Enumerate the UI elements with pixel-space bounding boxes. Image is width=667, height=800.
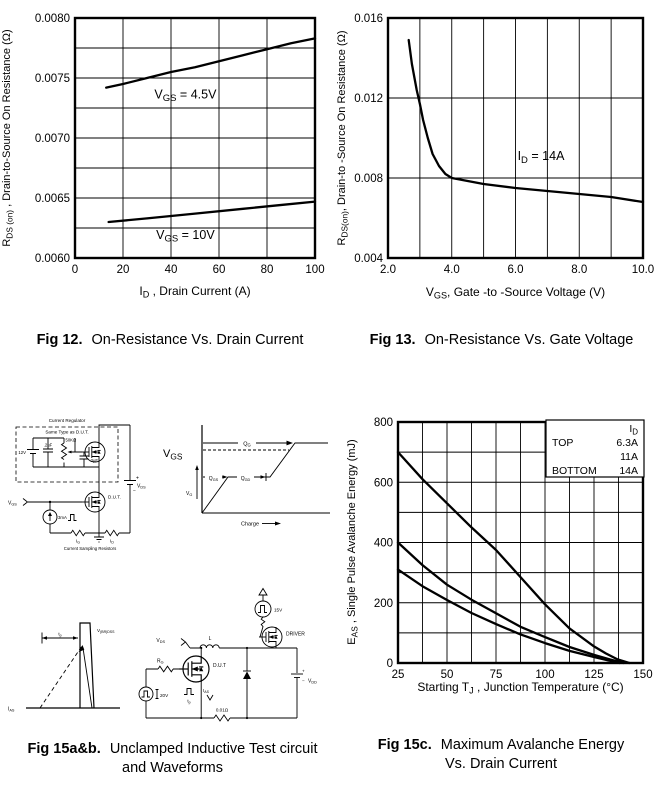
pulse-source-20v-icon <box>139 687 153 701</box>
caption-fig15ab-line1: Unclamped Inductive Test circuit <box>109 741 318 757</box>
vds-probe-label: $V_{DS}$ <box>156 638 165 645</box>
ground-icon <box>94 537 104 542</box>
series-vgs-4.5v <box>106 38 315 87</box>
caption-fig12 <box>0 331 340 350</box>
y-tick-label: 0.016 <box>354 13 383 25</box>
x-tick-label: 10.0 <box>631 264 655 276</box>
spike-inner-slope <box>83 648 92 708</box>
y-axis-title: $E_{AS}$ , Single Pulse Avalanche Energy (mJ) <box>346 439 360 645</box>
vds-plus-label: + <box>136 475 139 482</box>
dut2-label: D.U.T <box>213 663 227 669</box>
tp2-label: $t_p$ <box>187 698 191 705</box>
current-ramp-dashed <box>40 646 82 708</box>
caption-fig15c-number: Fig 15c. <box>377 737 432 753</box>
x-tick-label: 125 <box>584 669 604 681</box>
legend-row-label: TOP <box>552 437 574 449</box>
y-tick-label: 0.012 <box>354 93 383 105</box>
ias2-label: $I_{AS}$ <box>203 688 209 695</box>
dut-mosfet-icon <box>82 492 105 512</box>
y-tick-label: 0.008 <box>354 173 383 185</box>
vdd-minus-label: − <box>302 678 305 684</box>
breakdown-voltage-spike <box>80 623 94 708</box>
chart-fig12-on-resistance-vs-drain-current <box>0 0 335 310</box>
rg-resistor-icon <box>158 666 173 672</box>
supply-arrow-icon <box>259 589 267 596</box>
x-tick-label: 20 <box>116 264 130 276</box>
cap1-label: .2µF <box>43 442 53 448</box>
y-tick-label: 200 <box>373 597 393 610</box>
dut1-label: D.U.T. <box>108 494 121 500</box>
ias-arrowhead-icon <box>207 695 213 700</box>
tp-pulse-glyph <box>184 689 194 695</box>
x-axis-title: Starting $T_J$ , Junction Temperature (°C) <box>417 680 624 696</box>
series-vgs-10v <box>109 202 315 222</box>
pulse-glyph <box>68 515 77 521</box>
inductor-icon <box>200 645 219 648</box>
vbrdss-label: $V_{(BR)DSS}$ <box>97 628 115 635</box>
legend-row-value: 11A <box>620 451 638 463</box>
figure-fig15ab-circuits <box>0 405 335 735</box>
legend-row-value: 14A <box>619 465 638 477</box>
curve-annotation: $I_D = 14A$ <box>517 149 565 166</box>
x-tick-label: 100 <box>535 669 555 681</box>
vgs-axis-title: $V_{GS}$ <box>163 448 183 462</box>
qgs-label: $Q_{GS}$ <box>208 475 219 482</box>
sampling-resistors-label: Current Sampling Resistors <box>63 546 117 551</box>
caption-fig13 <box>336 331 667 350</box>
pulse-source-15v-icon <box>255 601 271 617</box>
junction-dot <box>246 717 248 719</box>
pulse-glyph-15v <box>258 606 267 613</box>
caption-fig15ab-number: Fig 15a&b. <box>27 741 101 757</box>
current-source-label: 3mA <box>58 515 67 520</box>
y-tick-label: 0 <box>386 658 393 670</box>
avalanche-waveform <box>8 623 120 713</box>
vgs-probe-icon <box>23 499 28 506</box>
gridlines <box>388 18 643 258</box>
x-tick-label: 0 <box>71 264 79 276</box>
ias-axis-label: $I_{AS}$ <box>8 706 15 713</box>
diode-icon <box>243 672 251 680</box>
unclamped-inductive-circuit <box>139 589 317 722</box>
driver-label: DRIVER <box>286 631 305 638</box>
qg-label: $Q_G$ <box>243 441 251 448</box>
caption-fig15c-line2: Vs. Drain Current <box>444 756 557 772</box>
charge-arrowhead <box>275 522 281 526</box>
current-source-arrowhead <box>48 512 52 516</box>
caption-fig15ab <box>0 740 345 778</box>
y-tick-label: 600 <box>373 477 393 490</box>
x-tick-label: 40 <box>164 264 178 276</box>
potentiometer-icon <box>62 443 67 460</box>
20v-label: 20V <box>160 693 169 698</box>
curve-annotation: $V_{GS} = 4.5V$ <box>154 87 217 105</box>
junction-dot <box>246 647 248 649</box>
rg-label: $R_G$ <box>157 658 164 665</box>
tp-right-arrowhead <box>73 636 78 640</box>
caption-fig12-text: On-Resistance Vs. Drain Current <box>91 332 304 348</box>
curve-annotation: $V_{GS} = 10V$ <box>156 227 215 245</box>
caption-fig13-number: Fig 13. <box>369 332 416 348</box>
vdd-label: $V_{DD}$ <box>308 678 317 685</box>
pot-label: 50KΩ <box>65 437 77 443</box>
legend-row-label: BOTTOM <box>552 465 597 477</box>
x-axis-title: $I_D$ , Drain Current (A) <box>139 284 251 300</box>
vdd-plus-label: + <box>302 668 305 674</box>
qgd-arrowhead <box>261 475 266 479</box>
resistor-ig-icon <box>71 530 85 535</box>
y-tick-label: 0.0075 <box>34 73 70 85</box>
y-tick-label: 0.0070 <box>34 133 70 145</box>
vds-probe-icon <box>181 639 190 649</box>
series-id-14a-bottom- <box>398 570 620 663</box>
caption-fig15ab-line2: and Waveforms <box>122 760 223 776</box>
junction-dot <box>200 647 202 649</box>
gate-charge-test-circuit <box>8 418 146 551</box>
x-tick-label: 25 <box>391 669 405 681</box>
pulse-glyph-20v <box>142 691 151 697</box>
20v-bracket-icon <box>156 690 159 699</box>
x-tick-label: 2.0 <box>380 264 396 276</box>
tp-label: $t_p$ <box>58 631 62 638</box>
y-tick-label: 400 <box>373 537 393 550</box>
inductor-label: L <box>208 636 212 642</box>
dut2-mosfet-icon <box>179 656 209 682</box>
x-tick-label: 6.0 <box>507 264 524 276</box>
shunt-resistor-icon <box>214 715 230 721</box>
y-tick-label: 800 <box>373 417 393 429</box>
shunt-label: 0.01Ω <box>215 707 229 713</box>
legend-row-value: $I_D$ <box>629 423 638 437</box>
chart-fig15c-avalanche-energy <box>335 405 667 715</box>
qg-arrowhead <box>287 441 294 446</box>
battery-short-plates <box>30 454 133 485</box>
legend-row-value: 6.3A <box>616 437 638 449</box>
x-tick-label: 4.0 <box>443 264 460 276</box>
gate-charge-waveform <box>163 425 330 528</box>
x-axis-title: $V_{GS}$, Gate -to -Source Voltage (V) <box>425 285 606 301</box>
vds-supply-label: $V_{DS}$ <box>137 483 146 490</box>
vg-arrowhead <box>195 465 199 470</box>
junction-dot <box>200 717 202 719</box>
battery-capacitor-plates <box>27 449 136 481</box>
qgd-label: $Q_{GD}$ <box>240 475 251 482</box>
y-axis-title: $R_{DS (on)}$ , Drain-to-Source On Resistance (Ω) <box>1 29 15 247</box>
y-tick-label: 0.0065 <box>34 193 70 205</box>
x-tick-label: 50 <box>440 669 454 681</box>
y-axis-title: $R_{DS(on)}$, Drain-to -Source On Resistance (Ω) <box>336 30 350 246</box>
current-regulator-label: Current Regulator <box>48 418 86 423</box>
x-tick-label: 100 <box>305 264 325 276</box>
caption-fig13-text: On-Resistance Vs. Gate Voltage <box>424 332 634 348</box>
x-tick-label: 60 <box>212 264 226 276</box>
cap2-label: .3µF <box>89 458 98 463</box>
same-type-label: Same Type as D.U.T. <box>45 429 89 435</box>
battery-12v-label: 12V <box>18 450 26 455</box>
caption-fig15c <box>335 736 667 774</box>
caption-fig15c-line1: Maximum Avalanche Energy <box>440 737 625 753</box>
charge-axis-label: Charge <box>240 521 260 528</box>
15v-label: 15V <box>274 607 283 613</box>
vds-minus-label: − <box>133 488 136 495</box>
y-tick-label: 0.004 <box>354 253 383 265</box>
chart-fig13-on-resistance-vs-gate-voltage <box>335 0 667 310</box>
x-tick-label: 150 <box>633 669 653 681</box>
pot-wiper-arrow <box>68 451 72 454</box>
resistor-id-icon <box>105 530 119 535</box>
x-tick-label: 80 <box>260 264 274 276</box>
ig-label: $I_G$ <box>75 538 81 545</box>
y-tick-label: 0.0080 <box>34 13 70 25</box>
caption-fig12-number: Fig 12. <box>36 332 83 348</box>
junction-dot <box>49 501 51 503</box>
vg-label: $V_G$ <box>186 491 193 498</box>
y-tick-label: 0.0060 <box>34 253 70 265</box>
vgs-input-label: $V_{GS}$ <box>8 500 17 507</box>
x-tick-label: 75 <box>489 669 503 681</box>
x-tick-label: 8.0 <box>571 264 588 276</box>
id-label: $I_D$ <box>110 538 114 545</box>
tp-left-arrowhead <box>42 636 47 640</box>
